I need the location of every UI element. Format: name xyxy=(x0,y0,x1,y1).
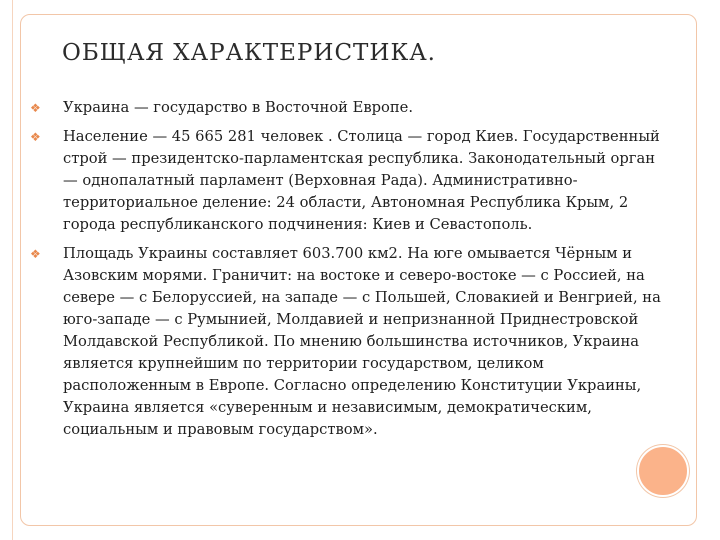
bullet-text: Площадь Украины составляет 603.700 км2. На юге омывается Чёрным и Азовским морями. Граничит: на востоке и северо-востоке — с Россией, на севере — с Белоруссией, на западе — с Польшей, Словакией и Венгрией, на юго-западе — с Румынией, Молдавией и непризнанной Приднестровской Молдавской Республикой. По мнению большинства источников, Украина является крупнейшим по территории государством, целиком расположенным в Европе. Согласно определению Конституции Украины, Украина является «суверенным и независимым, демократическим, социальным и правовым государством». xyxy=(63,245,661,438)
left-decorative-rule xyxy=(12,0,13,540)
decorative-circle xyxy=(637,445,689,497)
bullet-item xyxy=(30,126,663,236)
diamond-bullet-icon: ❖ xyxy=(30,101,41,115)
bullet-item xyxy=(30,243,663,441)
diamond-bullet-icon: ❖ xyxy=(30,247,41,261)
bullet-text: Украина — государство в Восточной Европе. xyxy=(63,99,414,116)
bullet-list xyxy=(30,97,663,448)
slide-title: ОБЩАЯ ХАРАКТЕРИСТИКА. xyxy=(62,40,436,66)
bullet-text: Население — 45 665 281 человек . Столица — город Киев. Государственный строй — президентско-парламентская республика. Законодательный орган — однопалатный парламент (Верховная Рада). Административно-территориальное деление: 24 области, Автономная Республика Крым, 2 города республиканского подчинения: Киев и Севастополь. xyxy=(63,128,660,233)
bullet-item xyxy=(30,97,663,119)
diamond-bullet-icon: ❖ xyxy=(30,130,41,144)
